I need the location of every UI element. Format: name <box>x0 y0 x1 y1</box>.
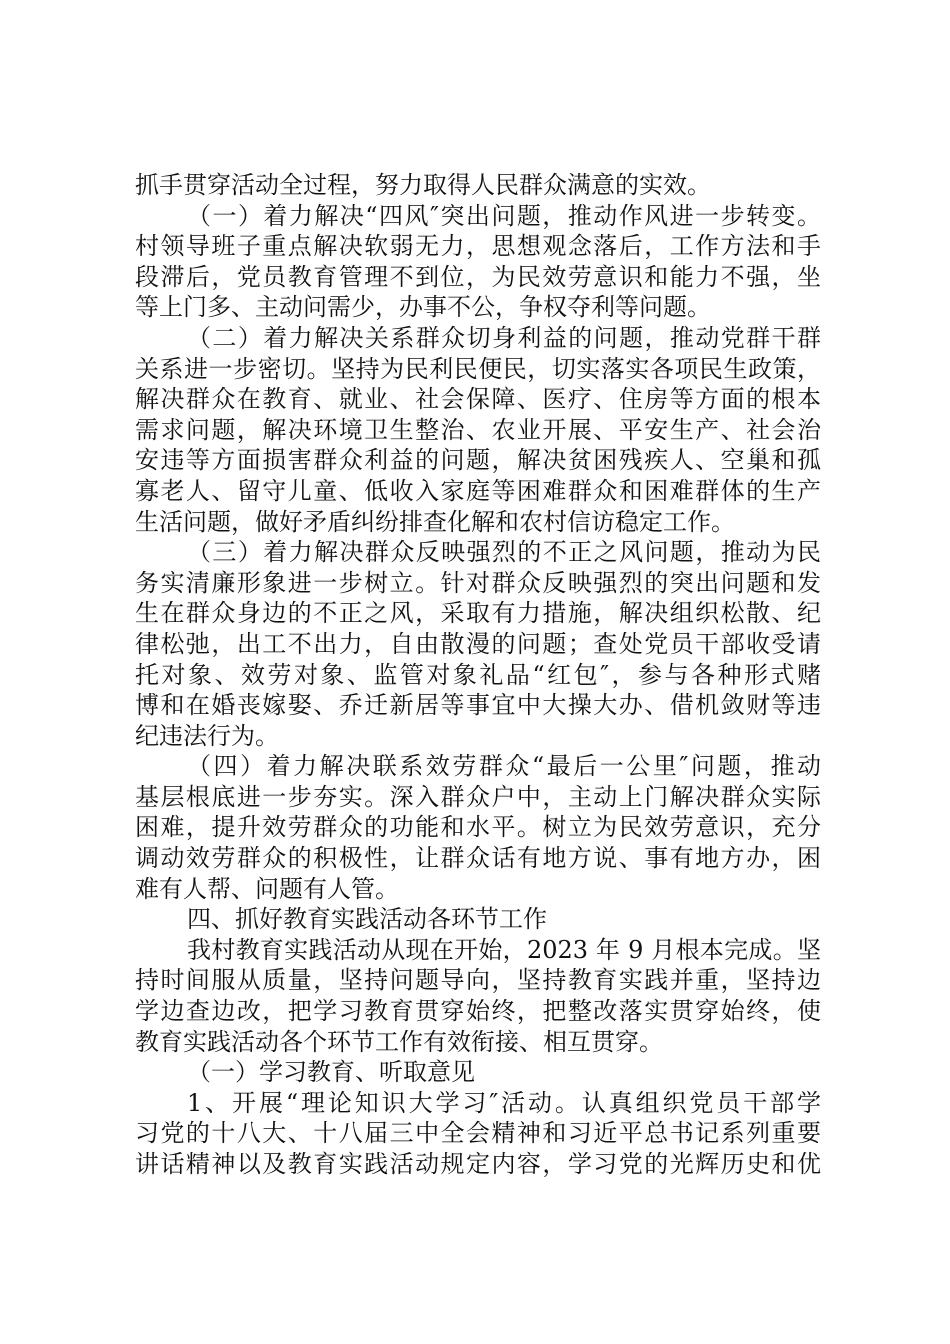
text-line: 需求问题，解决环境卫生整治、农业开展、平安生产、社会治 <box>135 415 821 444</box>
text-line: 纪违法行为。 <box>135 721 279 750</box>
text-line: 生活问题，做好矛盾纠纷排查化解和农村信访稳定工作。 <box>135 507 735 536</box>
text-line: 调动效劳群众的积极性，让群众话有地方说、事有地方办，困 <box>135 844 821 873</box>
text-line: （三）着力解决群众反映强烈的不正之风问题，推动为民 <box>187 538 821 567</box>
text-line: 段滞后，党员教育管理不到位，为民效劳意识和能力不强，坐 <box>135 262 821 291</box>
text-line: 关系进一步密切。坚持为民利民便民，切实落实各项民生政策， <box>135 354 821 383</box>
text-line: 安违等方面损害群众利益的问题，解决贫困残疾人、空巢和孤 <box>135 446 821 475</box>
text-line: 难有人帮、问题有人管。 <box>135 874 399 903</box>
text-line: 我村教育实践活动从现在开始，2023 年 9 月根本完成。坚 <box>187 935 821 964</box>
text-line: 1、开展“理论知识大学习″活动。认真组织党员干部学 <box>187 1088 821 1117</box>
text-line: 生在群众身边的不正之风，采取有力措施，解决组织松散、纪 <box>135 599 821 628</box>
text-line: 村领导班子重点解决软弱无力，思想观念落后，工作方法和手 <box>135 232 821 261</box>
text-line: 托对象、效劳对象、监管对象礼品“红包″，参与各种形式赌 <box>135 660 821 689</box>
text-line: 基层根底进一步夯实。深入群众户中，主动上门解决群众实际 <box>135 782 821 811</box>
subsection-heading: （一）学习教育、听取意见 <box>187 1058 475 1087</box>
document-body <box>135 170 821 1180</box>
text-line: 习党的十八大、十八届三中全会精神和习近平总书记系列重要 <box>135 1119 821 1148</box>
text-line: 律松弛，出工不出力，自由散漫的问题；查处党员干部收受请 <box>135 629 821 658</box>
text-line: （四）着力解决联系效劳群众“最后一公里″问题，推动 <box>187 752 821 781</box>
text-line: （一）着力解决“四风″突出问题，推动作风进一步转变。 <box>187 201 821 230</box>
text-line: （二）着力解决关系群众切身利益的问题，推动党群干群 <box>187 323 821 352</box>
text-line: 寡老人、留守儿童、低收入家庭等困难群众和困难群体的生产 <box>135 476 821 505</box>
text-line: 学边查边改，把学习教育贯穿始终，把整改落实贯穿始终，使 <box>135 997 821 1026</box>
text-line: 务实清廉形象进一步树立。针对群众反映强烈的突出问题和发 <box>135 568 821 597</box>
text-line: 等上门多、主动问需少，办事不公，争权夺利等问题。 <box>135 293 711 322</box>
text-line: 教育实践活动各个环节工作有效衔接、相互贯穿。 <box>135 1027 663 1056</box>
text-line: 困难，提升效劳群众的功能和水平。树立为民效劳意识，充分 <box>135 813 821 842</box>
section-heading: 四、抓好教育实践活动各环节工作 <box>187 905 547 934</box>
text-line: 讲话精神以及教育实践活动规定内容，学习党的光辉历史和优 <box>135 1150 821 1178</box>
text-line: 抓手贯穿活动全过程，努力取得人民群众满意的实效。 <box>135 171 711 199</box>
text-line: 持时间服从质量，坚持问题导向，坚持教育实践并重，坚持边 <box>135 966 821 995</box>
text-line: 解决群众在教育、就业、社会保障、医疗、住房等方面的根本 <box>135 385 821 414</box>
text-line: 博和在婚丧嫁娶、乔迁新居等事宜中大操大办、借机敛财等违 <box>135 691 821 720</box>
